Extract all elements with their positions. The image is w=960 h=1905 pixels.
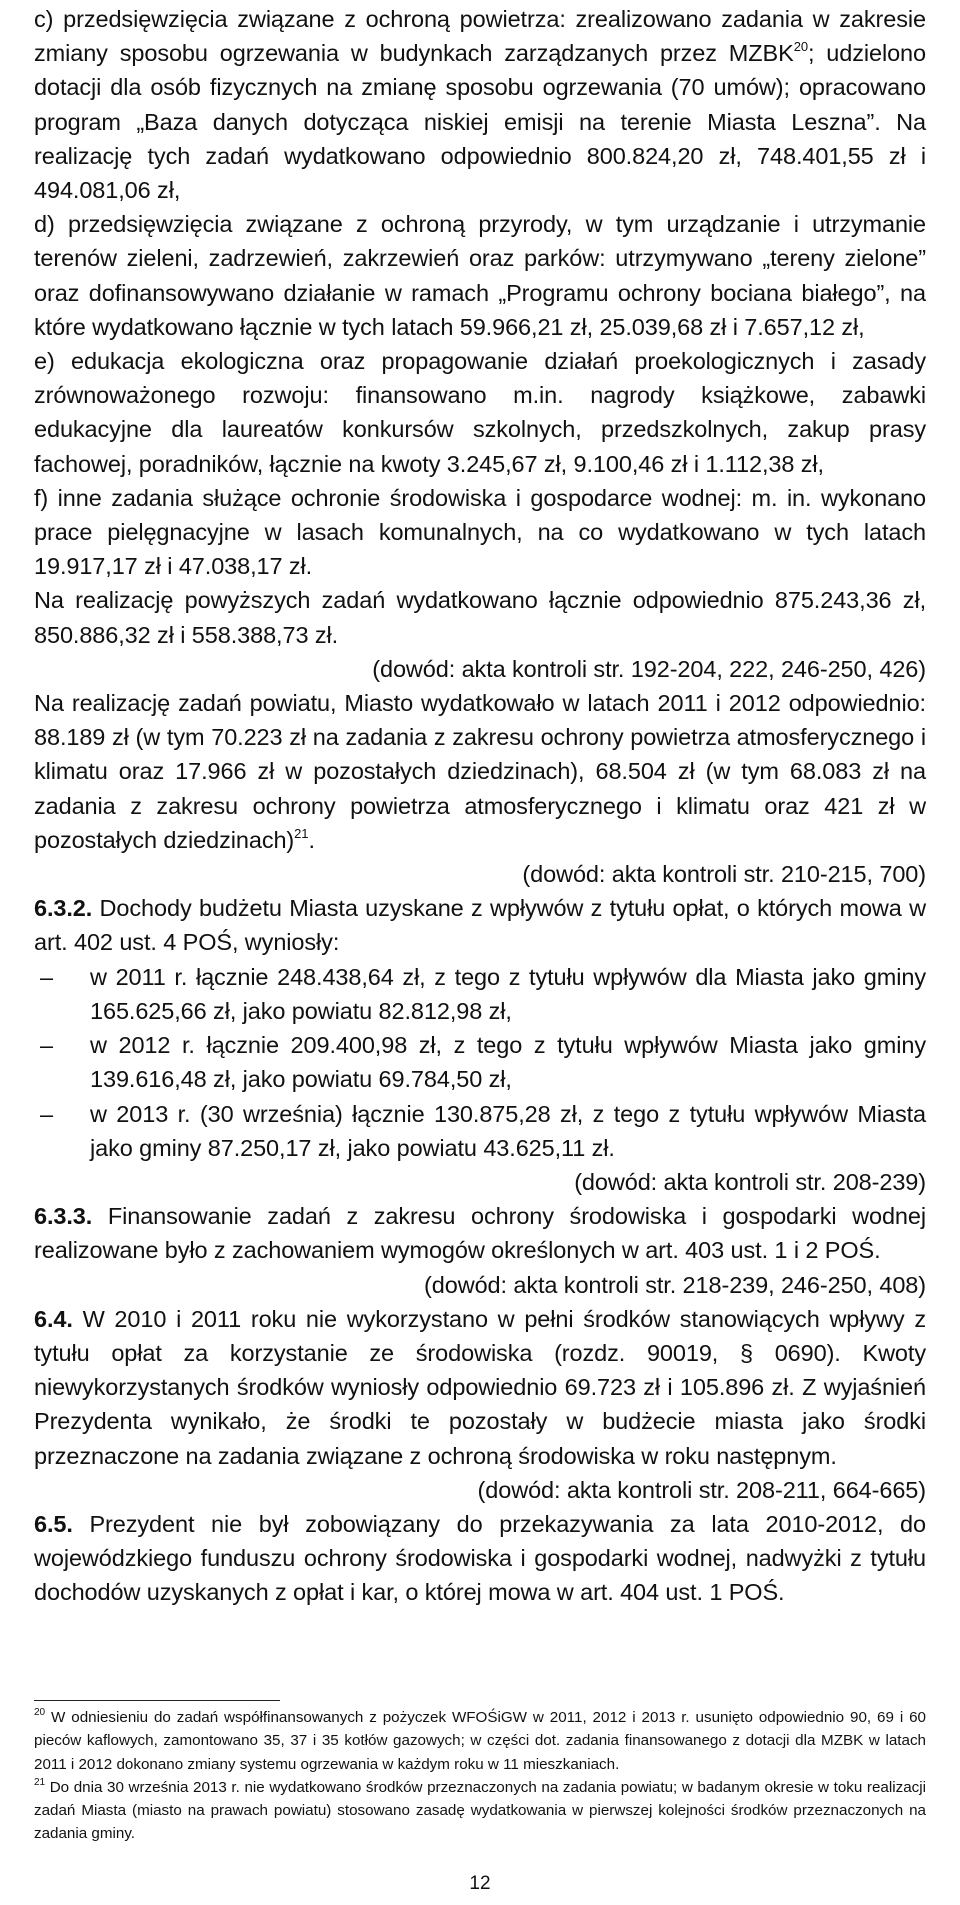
page-number: 12: [469, 1873, 491, 1894]
paragraph-total-expenditure: Na realizację powyższych zadań wydatkowano łącznie odpowiednio 875.243,36 zł, 850.886,32 zł i 558.388,73 zł.: [34, 587, 926, 648]
evidence-note: (dowód: akta kontroli str. 218-239, 246-250, 408): [424, 1271, 926, 1298]
paragraph-c-air-protection: [34, 2, 926, 207]
dash-bullet: –: [40, 963, 53, 990]
section-text: Finansowanie zadań z zakresu ochrony środowiska i gospodarki wodnej realizowane było z zachowaniem wymogów określonych w art. 403 ust. 1 i 2 POŚ.: [34, 1203, 926, 1264]
list-item: [34, 960, 926, 1028]
footnote-separator: [34, 1700, 280, 1701]
section-6-3-3: [34, 1199, 926, 1267]
section-text: Dochody budżetu Miasta uzyskane z wpływów z tytułu opłat, o których mowa w art. 402 ust. 4 POŚ, wyniosły:: [34, 895, 926, 956]
footnote-ref-21: 21: [294, 826, 309, 842]
section-6-4: [34, 1302, 926, 1473]
footnote-number: 21: [34, 1776, 46, 1788]
list-item-text: w 2013 r. (30 września) łącznie 130.875,28 zł, z tego z tytułu wpływów Miasta jako gminy 87.250,17 zł, jako powiatu 43.625,11 zł.: [90, 1100, 926, 1161]
income-list: [34, 960, 926, 1165]
section-6-5: [34, 1507, 926, 1610]
footnote-text: W odniesieniu do zadań współfinansowanych z pożyczek WFOŚiGW w 2011, 2012 i 2013 r. usunięto odpowiednio 90, 69 i 60 pieców kaflowych, zamontowano 35, 37 i 35 kotłów gazowych; w części dot. zadania finansowanego z dotacji dla MZBK w latach 2011 i 2012 dokonano zmiany systemu ogrzewania w każdym roku w 11 mieszkaniach.: [34, 1709, 926, 1773]
footnotes: [34, 1706, 926, 1846]
dash-bullet: –: [40, 1100, 53, 1127]
list-item-text: w 2012 r. łącznie 209.400,98 zł, z tego z tytułu wpływów Miasta jako gminy 139.616,48 zł, jako powiatu 69.784,50 zł,: [90, 1032, 926, 1093]
section-number: 6.5.: [34, 1510, 73, 1537]
paragraph-f-other-tasks: f) inne zadania służące ochronie środowiska i gospodarce wodnej: m. in. wykonano prace pielęgnacyjne w lasach komunalnych, na co wydatkowano w tych latach 19.917,17 zł i 47.038,17 zł.: [34, 484, 926, 580]
paragraph-c-text-part2: ; udzielono dotacji dla osób fizycznych na zmianę sposobu ogrzewania (70 umów); opracowano program „Baza danych dotycząca niskiej emisji na terenie Miasta Leszna”. Na realizację tych zadań wydatkowano odpowiednio 800.824,20 zł, 748.401,55 zł i 494.081,06 zł,: [34, 40, 926, 204]
section-6-3-2: [34, 891, 926, 959]
footnote-number: 20: [34, 1706, 46, 1718]
section-number: 6.3.2.: [34, 895, 93, 922]
section-text: Prezydent nie był zobowiązany do przekazywania za lata 2010-2012, do wojewódzkiego funduszu ochrony środowiska i gospodarki wodnej, nadwyżki z tytułu dochodów uzyskanych z opłat i kar, o której mowa w art. 404 ust. 1 POŚ.: [34, 1510, 926, 1606]
paragraph-powiat-tasks: [34, 686, 926, 857]
list-item: [34, 1028, 926, 1096]
evidence-note: (dowód: akta kontroli str. 210-215, 700): [522, 861, 926, 888]
paragraph-powiat-text: Na realizację zadań powiatu, Miasto wydatkowało w latach 2011 i 2012 odpowiednio: 88.189 zł (w tym 70.223 zł na zadania z zakresu ochrony powietrza atmosferycznego i klimatu oraz 17.966 zł w pozostałych dziedzinach), 68.504 zł (w tym 68.083 zł na zadania z zakresu ochrony powietrza atmosferycznego i klimatu oraz 421 zł w pozostałych dziedzinach): [34, 690, 926, 853]
paragraph-c-text-part1: c) przedsięwzięcia związane z ochroną powietrza: zrealizowano zadania w zakresie zmiany sposobu ogrzewania w budynkach zarządzanych przez MZBK: [34, 6, 926, 67]
paragraph-powiat-end: .: [308, 826, 315, 853]
main-text: [34, 2, 926, 1610]
footnote-text: Do dnia 30 września 2013 r. nie wydatkowano środków przeznaczonych na zadania powiatu; w badanym okresie w toku realizacji zadań Miasta (miasto na prawach powiatu) stosowano zasadę wydatkowania w pierwszej kolejności środków przeznaczonych na zadania gminy.: [34, 1778, 926, 1843]
footnote-ref-20: 20: [793, 39, 808, 55]
section-text: W 2010 i 2011 roku nie wykorzystano w pełni środków stanowiących wpływy z tytułu opłat za korzystanie ze środowiska (rozdz. 90019, § 0690). Kwoty niewykorzystanych środków wyniosły odpowiednio 69.723 zł i 105.896 zł. Z wyjaśnień Prezydenta wynikało, że środki te pozostały w budżecie miasta jako środki przeznaczone na zadania związane z ochroną środowiska w roku następnym.: [34, 1305, 926, 1469]
evidence-note: (dowód: akta kontroli str. 208-211, 664-665): [477, 1476, 926, 1503]
dash-bullet: –: [40, 1032, 53, 1059]
section-number: 6.3.3.: [34, 1203, 93, 1230]
evidence-note: (dowód: akta kontroli str. 208-239): [574, 1168, 926, 1195]
list-item: [34, 1097, 926, 1165]
paragraph-e-eco-education: e) edukacja ekologiczna oraz propagowanie działań proekologicznych i zasady zrównoważonego rozwoju: finansowano m.in. nagrody książkowe, zabawki edukacyjne dla laureatów konkursów szkolnych, przedszkolnych, zakup prasy fachowej, poradników, łącznie na kwoty 3.245,67 zł, 9.100,46 zł i 1.112,38 zł,: [34, 348, 926, 477]
evidence-note: (dowód: akta kontroli str. 192-204, 222, 246-250, 426): [372, 655, 926, 682]
list-item-text: w 2011 r. łącznie 248.438,64 zł, z tego z tytułu wpływów dla Miasta jako gminy 165.625,66 zł, jako powiatu 82.812,98 zł,: [90, 963, 926, 1024]
footnote-20: [34, 1706, 926, 1776]
paragraph-d-nature-protection: d) przedsięwzięcia związane z ochroną przyrody, w tym urządzanie i utrzymanie terenów zieleni, zadrzewień, zakrzewień oraz parków: utrzymywano „tereny zielone” oraz dofinansowywano działanie w ramach „Programu ochrony bociana białego”, na które wydatkowano łącznie w tych latach 59.966,21 zł, 25.039,68 zł i 7.657,12 zł,: [34, 211, 926, 340]
section-number: 6.4.: [34, 1305, 73, 1332]
footnote-21: [34, 1776, 926, 1846]
